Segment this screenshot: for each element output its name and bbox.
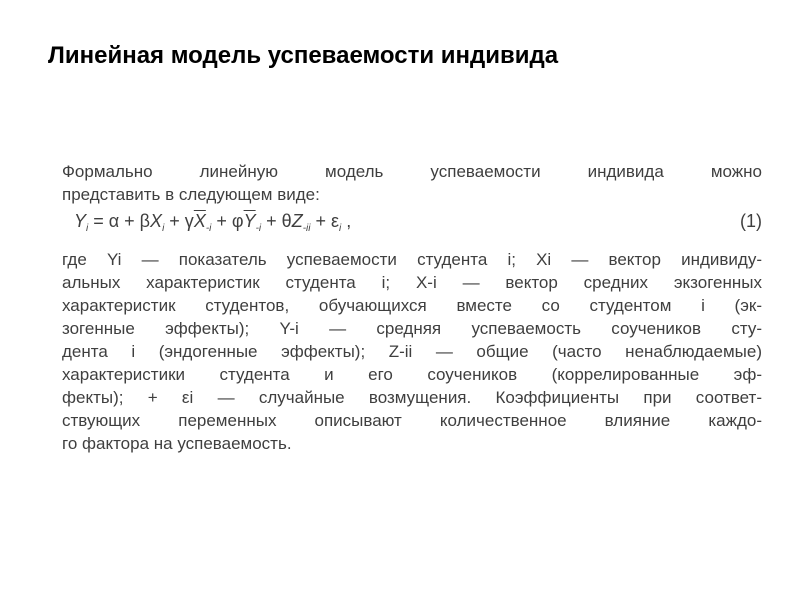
formula-eps-sub: i xyxy=(339,223,342,234)
equation-number: (1) xyxy=(740,211,762,231)
formula-plus-gamma: + γ xyxy=(164,211,194,231)
text-block xyxy=(62,160,762,455)
formula-x-sub: i xyxy=(162,223,165,234)
formula-x: X xyxy=(150,211,163,231)
formula-plus-eps: + ε xyxy=(310,211,340,231)
formula-xbar: $\overline{X}$ xyxy=(193,211,206,231)
body-line-6: характеристики студента и его соучеников (коррелированные эф- xyxy=(62,365,762,384)
body-line-4: зогенные эффекты); Y-i — средняя успеваемость соучеников сту- xyxy=(62,319,762,338)
intro-line-1: Формально линейную модель успеваемости индивида можно xyxy=(62,162,762,181)
formula-plus-phi: + φ xyxy=(211,211,244,231)
body-line-2: альных характеристик студента i; X-i — вектор средних экзогенных xyxy=(62,273,762,292)
formula-z-sub: -ii xyxy=(302,223,311,234)
body-line-9: го фактора на успеваемость. xyxy=(62,434,292,453)
formula-ybar-sub: -i xyxy=(255,223,262,234)
formula xyxy=(74,208,351,242)
formula-eq: = α + β xyxy=(88,211,151,231)
slide-title: Линейная модель успеваемости индивида xyxy=(48,42,559,69)
body-line-7: фекты); + εi — случайные возмущения. Коэффициенты при соответ- xyxy=(62,388,762,407)
formula-y: Y xyxy=(74,211,87,231)
formula-xbar-sub: -i xyxy=(205,223,212,234)
body-line-8: ствующих переменных описывают количественное влияние каждо- xyxy=(62,411,762,430)
body-line-3: характеристик студентов, обучающихся вместе со студентом i (эк- xyxy=(62,296,762,315)
formula-plus-theta: + θ xyxy=(261,211,292,231)
formula-z: Z xyxy=(291,211,303,231)
body-line-1: где Yi — показатель успеваемости студента i; Xi — вектор индивиду- xyxy=(62,250,762,269)
body-line-5: дента i (эндогенные эффекты); Z-ii — общие (часто ненаблюдаемые) xyxy=(62,342,762,361)
formula-y-sub: i xyxy=(86,223,89,234)
formula-row xyxy=(62,208,762,238)
formula-ybar: $\overline{Y}$ xyxy=(243,211,256,231)
formula-tail: , xyxy=(341,211,352,231)
intro-line-2: представить в следующем виде: xyxy=(62,185,320,204)
